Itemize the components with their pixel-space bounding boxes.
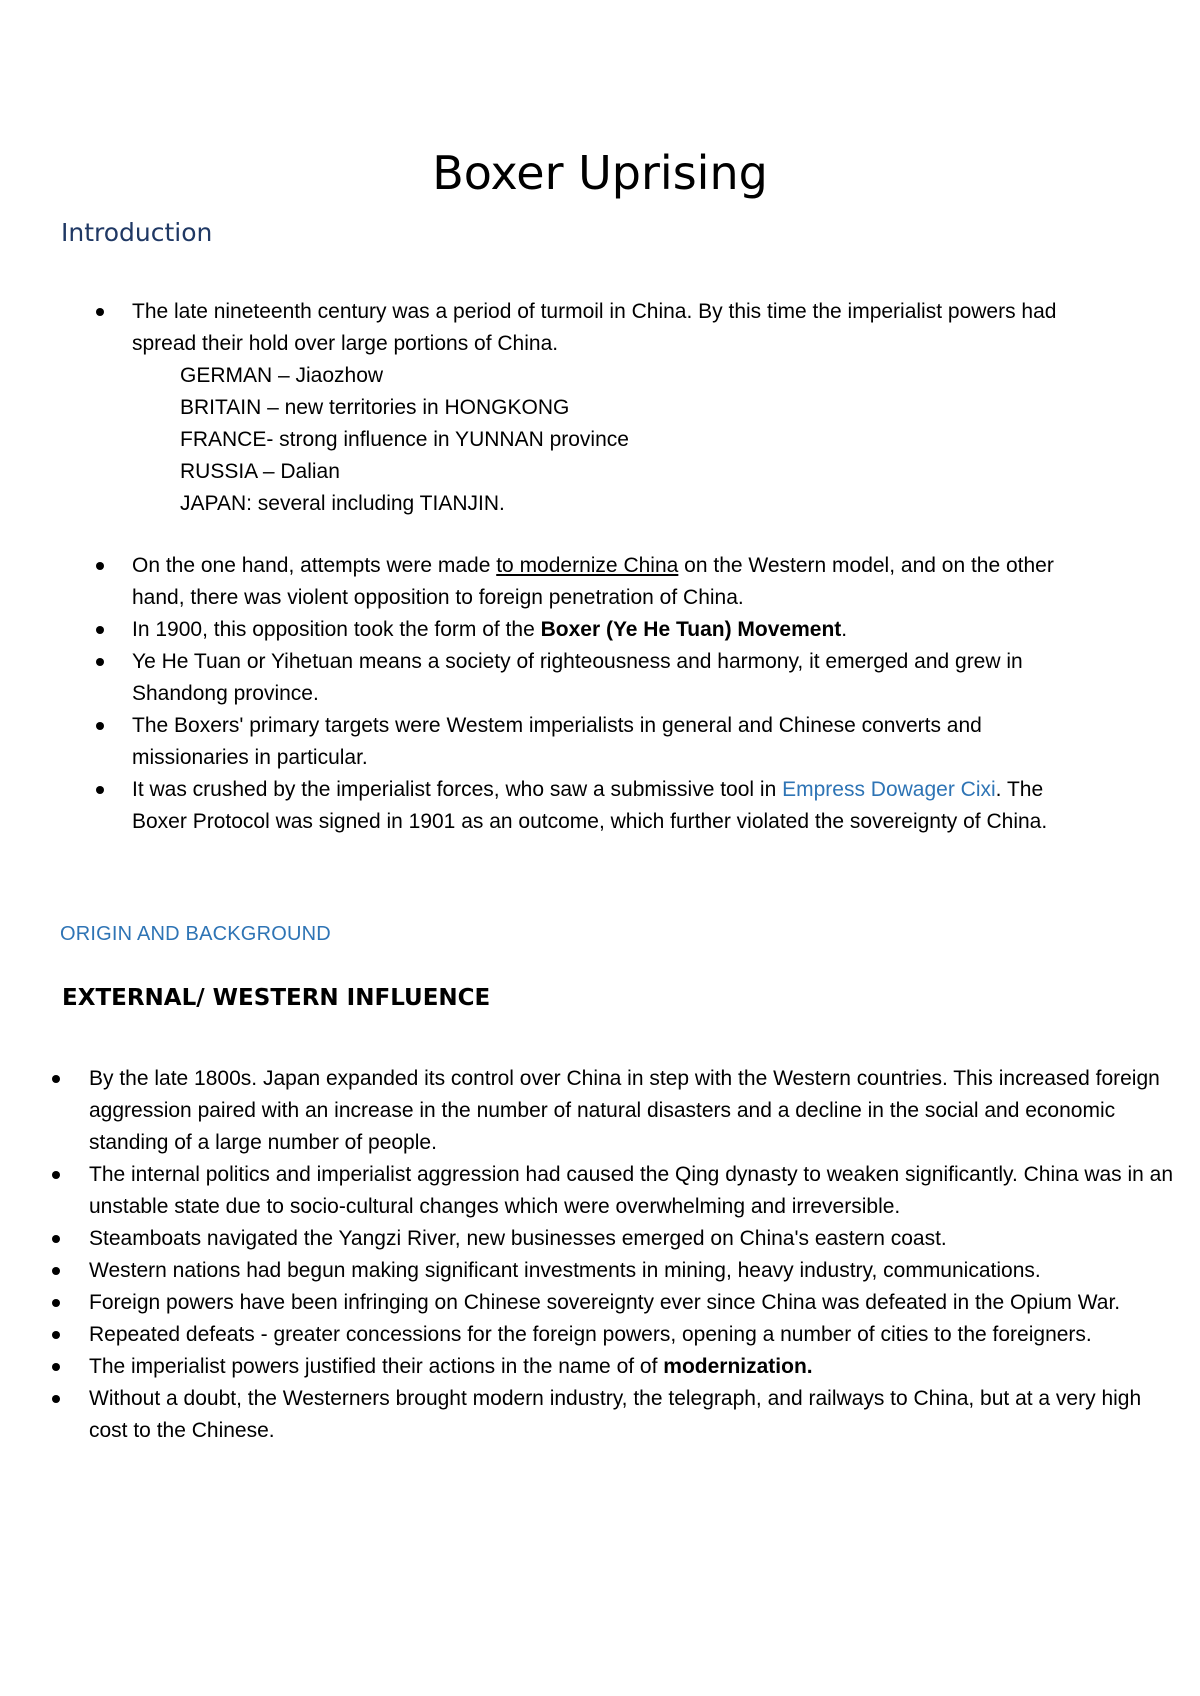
imperial-powers-list <box>132 360 1076 520</box>
bullet-icon <box>52 1235 60 1243</box>
underlined-phrase: to modernize China <box>496 554 679 577</box>
list-item <box>52 1351 1182 1383</box>
bullet-text-end: . The Boxer Protocol was signed in 1901 as an outcome, which further violated the sovereignty of China. <box>132 778 1048 833</box>
bullet-text: The Boxers' primary targets were Westem imperialists in general and Chinese converts and missionaries in particular. <box>132 714 982 769</box>
power-item: GERMAN – Jiaozhow <box>180 364 384 387</box>
bullet-icon <box>96 786 104 794</box>
bullet-icon <box>96 626 104 634</box>
bullet-text-end: on the Western model, and on the other hand, there was violent opposition to foreign penetration of China. <box>132 554 1054 609</box>
bullet-icon <box>52 1363 60 1371</box>
list-item <box>96 550 1076 614</box>
bullet-icon <box>96 562 104 570</box>
list-item <box>96 614 1076 646</box>
origin-heading: ORIGIN AND BACKGROUND <box>60 923 331 945</box>
bullet-text: Ye He Tuan or Yihetuan means a society of righteousness and harmony, it emerged and grew in Shandong province. <box>132 650 1023 705</box>
list-item <box>96 710 1076 774</box>
bullet-icon <box>52 1299 60 1307</box>
list-item <box>52 1063 1182 1159</box>
bullet-icon <box>52 1075 60 1083</box>
list-item <box>96 646 1076 710</box>
bullet-icon <box>52 1331 60 1339</box>
bullet-text-start: It was crushed by the imperialist forces, who saw a submissive tool in <box>132 778 783 801</box>
bullet-text: By the late 1800s. Japan expanded its control over China in step with the Western countries. This increased foreign aggression paired with an increase in the number of natural disasters and a decline in the social and economic standing of a large number of people. <box>89 1067 1160 1154</box>
bullet-text: Foreign powers have been infringing on Chinese sovereignty ever since China was defeated in the Opium War. <box>89 1291 1121 1314</box>
list-item <box>96 296 1076 520</box>
power-item: BRITAIN – new territories in HONGKONG <box>180 396 570 419</box>
list-item <box>96 774 1076 838</box>
power-item: JAPAN: several including TIANJIN. <box>180 492 505 515</box>
page-title: Boxer Uprising <box>432 146 768 200</box>
list-item <box>52 1159 1182 1223</box>
list-item <box>52 1255 1182 1287</box>
bullet-text: The late nineteenth century was a period of turmoil in China. By this time the imperialist powers had spread their hold over large portions of China. <box>132 300 1057 355</box>
empress-dowager-cixi-link[interactable]: Empress Dowager Cixi <box>782 778 996 801</box>
bold-phrase: modernization. <box>663 1355 813 1378</box>
bullet-icon <box>52 1171 60 1179</box>
bullet-icon <box>52 1267 60 1275</box>
list-item <box>52 1383 1182 1447</box>
bullet-text-start: The imperialist powers justified their actions in the name of of <box>89 1355 664 1378</box>
power-item: FRANCE- strong influence in YUNNAN province <box>180 428 629 451</box>
bullet-icon <box>96 658 104 666</box>
introduction-list <box>96 296 1076 838</box>
bullet-text: Western nations had begun making significant investments in mining, heavy industry, communications. <box>89 1259 1041 1282</box>
bullet-text: Steamboats navigated the Yangzi River, new businesses emerged on China's eastern coast. <box>89 1227 947 1250</box>
external-influence-list <box>52 1063 1182 1447</box>
bullet-text-start: On the one hand, attempts were made <box>132 554 497 577</box>
list-spacer <box>96 520 1076 550</box>
external-influence-heading: EXTERNAL/ WESTERN INFLUENCE <box>62 985 491 1011</box>
power-item: RUSSIA – Dalian <box>180 460 340 483</box>
introduction-heading: Introduction <box>61 218 213 247</box>
bullet-text-end: . <box>841 618 848 641</box>
bullet-text: Without a doubt, the Westerners brought modern industry, the telegraph, and railways to China, but at a very high cost to the Chinese. <box>89 1387 1142 1442</box>
list-item <box>52 1319 1182 1351</box>
bullet-icon <box>52 1395 60 1403</box>
list-item <box>52 1223 1182 1255</box>
list-item <box>52 1287 1182 1319</box>
bullet-icon <box>96 308 104 316</box>
bullet-icon <box>96 722 104 730</box>
bullet-text: Repeated defeats - greater concessions for the foreign powers, opening a number of cities to the foreigners. <box>89 1323 1092 1346</box>
bullet-text-start: In 1900, this opposition took the form of the <box>132 618 541 641</box>
bold-phrase: Boxer (Ye He Tuan) Movement <box>540 618 842 641</box>
bullet-text: The internal politics and imperialist aggression had caused the Qing dynasty to weaken significantly. China was in an unstable state due to socio-cultural changes which were overwhelming and irreversible. <box>89 1163 1174 1218</box>
